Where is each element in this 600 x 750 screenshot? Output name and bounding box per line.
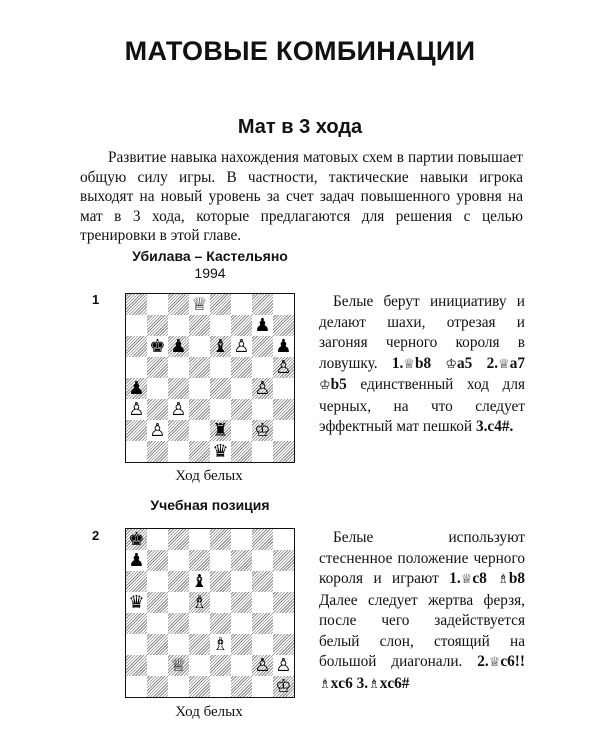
square-c7: [168, 550, 189, 571]
piece-glyph-icon: ♕: [488, 655, 501, 670]
square-d2: [189, 655, 210, 676]
move-notation: a5: [457, 354, 487, 372]
black-pawn-icon: ♟: [128, 378, 145, 399]
square-c4: [168, 613, 189, 634]
square-f5: [231, 357, 252, 378]
white-pawn-icon: ♙: [275, 655, 292, 676]
square-e8: [210, 529, 231, 550]
square-c4: [168, 378, 189, 399]
move-notation: xc6: [330, 674, 357, 692]
diagram-2-header: [70, 497, 350, 514]
white-pawn-icon: ♙: [254, 378, 271, 399]
square-g2: [252, 420, 273, 441]
square-c7: [168, 315, 189, 336]
square-b5: [147, 357, 168, 378]
square-d5: [189, 357, 210, 378]
square-f6: [231, 336, 252, 357]
white-bishop-icon: ♗: [212, 634, 229, 655]
square-e8: [210, 294, 231, 315]
white-pawn-icon: ♙: [128, 399, 145, 420]
square-h6: [273, 336, 294, 357]
square-b3: [147, 399, 168, 420]
black-king-icon: ♚: [128, 529, 145, 550]
square-g7: [252, 550, 273, 571]
square-f3: [231, 634, 252, 655]
square-a7: [126, 315, 147, 336]
piece-glyph-icon: ♔: [319, 378, 331, 393]
intro-paragraph: Развитие навыка нахождения матовых схем в партии повышает общую силу игры. В частности, тактические навыки игрока выходят на новый уровень за счет задач повышенного уровня на мат в 3 хода, которые предлагаются для решения с целью тренировки в этой главе.: [80, 149, 523, 245]
square-f8: [231, 529, 252, 550]
square-a6: [126, 336, 147, 357]
diagram-2-caption: Ход белых: [175, 704, 243, 720]
square-a7: [126, 550, 147, 571]
square-e4: [210, 613, 231, 634]
square-f7: [231, 550, 252, 571]
square-h2: [273, 655, 294, 676]
square-f8: [231, 294, 252, 315]
white-pawn-icon: ♙: [254, 655, 271, 676]
square-a5: [126, 592, 147, 613]
piece-glyph-icon: ♕: [403, 356, 415, 372]
square-e3: [210, 399, 231, 420]
square-a1: [126, 676, 147, 697]
square-c1: [168, 441, 189, 462]
square-f6: [231, 571, 252, 592]
square-e6: [210, 571, 231, 592]
square-d4: [189, 378, 210, 399]
diagram-1-comment: [319, 292, 525, 438]
square-c5: [168, 592, 189, 613]
black-pawn-icon: ♟: [170, 336, 187, 357]
square-d6: [189, 571, 210, 592]
black-rook-icon: ♜: [212, 420, 229, 441]
square-a6: [126, 571, 147, 592]
diagram-1-caption: Ход белых: [175, 468, 243, 484]
square-g7: [252, 315, 273, 336]
square-e7: [210, 315, 231, 336]
move-notation: b8: [414, 354, 446, 372]
square-b6: [147, 336, 168, 357]
square-g1: [252, 441, 273, 462]
square-a8: [126, 529, 147, 550]
diagram-2-number: 2: [92, 528, 100, 543]
square-e5: [210, 357, 231, 378]
white-pawn-icon: ♙: [149, 420, 166, 441]
square-c8: [168, 294, 189, 315]
diagram-1-year: 1994: [194, 265, 226, 281]
diagram-1-header: [70, 248, 350, 282]
square-b5: [147, 592, 168, 613]
square-h6: [273, 571, 294, 592]
square-c2: [168, 420, 189, 441]
move-notation: 3.: [356, 674, 369, 692]
white-queen-icon: ♕: [170, 655, 187, 676]
comment-text: Белые используют стесненное положение черного короля и играют: [319, 529, 525, 587]
square-g4: [252, 613, 273, 634]
white-pawn-icon: ♙: [170, 399, 187, 420]
square-a2: [126, 655, 147, 676]
square-d8: [189, 294, 210, 315]
square-d6: [189, 336, 210, 357]
square-c1: [168, 676, 189, 697]
move-notation: xc6#: [379, 674, 410, 692]
move-notation: 3.c4#.: [475, 418, 514, 435]
move-notation: a7: [509, 354, 525, 372]
chapter-title: МАТОВЫЕ КОМБИНАЦИИ: [124, 36, 476, 66]
white-bishop-icon: ♗: [191, 592, 208, 613]
square-b8: [147, 294, 168, 315]
square-e3: [210, 634, 231, 655]
square-c6: [168, 336, 189, 357]
square-f4: [231, 613, 252, 634]
square-d7: [189, 550, 210, 571]
square-b8: [147, 529, 168, 550]
square-g2: [252, 655, 273, 676]
square-c5: [168, 357, 189, 378]
piece-glyph-icon: ♗: [319, 676, 331, 692]
move-notation: 2.: [477, 653, 489, 670]
square-h3: [273, 634, 294, 655]
black-bishop-icon: ♝: [212, 336, 229, 357]
piece-glyph-icon: ♕: [460, 572, 473, 587]
square-f2: [231, 655, 252, 676]
square-g1: [252, 676, 273, 697]
square-b6: [147, 571, 168, 592]
piece-glyph-icon: ♕: [498, 356, 510, 372]
square-a3: [126, 399, 147, 420]
square-b7: [147, 550, 168, 571]
square-e1: [210, 676, 231, 697]
white-queen-icon: ♕: [191, 294, 208, 315]
square-g8: [252, 294, 273, 315]
diagram-1-number: 1: [92, 292, 100, 307]
square-e6: [210, 336, 231, 357]
square-e2: [210, 420, 231, 441]
square-c2: [168, 655, 189, 676]
diagram-2-comment: [319, 528, 525, 695]
move-notation: b8: [508, 570, 525, 587]
diagram-1-players: Убилава – Кастельяно: [132, 248, 288, 264]
black-bishop-icon: ♝: [191, 571, 208, 592]
square-g5: [252, 592, 273, 613]
comment-text: Белые берут инициативу и делают шахи, отрезая и загоняя черного короля в ловушку.: [319, 293, 525, 372]
square-e7: [210, 550, 231, 571]
white-pawn-icon: ♙: [275, 357, 292, 378]
move-notation: b5: [330, 376, 347, 393]
square-h3: [273, 399, 294, 420]
square-h8: [273, 529, 294, 550]
piece-glyph-icon: ♔: [445, 356, 458, 372]
square-a4: [126, 378, 147, 399]
square-h7: [273, 315, 294, 336]
square-c6: [168, 571, 189, 592]
square-d5: [189, 592, 210, 613]
square-g3: [252, 399, 273, 420]
square-c8: [168, 529, 189, 550]
square-d3: [189, 634, 210, 655]
square-h8: [273, 294, 294, 315]
section-title: Мат в 3 хода: [237, 116, 363, 138]
diagram-2-title: Учебная позиция: [150, 497, 270, 513]
move-notation: c6!!: [500, 653, 525, 670]
black-pawn-icon: ♟: [275, 336, 292, 357]
black-queen-icon: ♛: [128, 592, 145, 613]
square-a3: [126, 634, 147, 655]
square-b7: [147, 315, 168, 336]
white-pawn-icon: ♙: [233, 336, 250, 357]
square-h4: [273, 613, 294, 634]
square-f1: [231, 441, 252, 462]
square-h5: [273, 592, 294, 613]
square-g6: [252, 336, 273, 357]
white-king-icon: ♔: [254, 420, 271, 441]
piece-glyph-icon: ♗: [368, 676, 380, 692]
square-f4: [231, 378, 252, 399]
square-b2: [147, 420, 168, 441]
white-king-icon: ♔: [275, 676, 292, 697]
square-h1: [273, 676, 294, 697]
square-a4: [126, 613, 147, 634]
square-a5: [126, 357, 147, 378]
square-h4: [273, 378, 294, 399]
square-g8: [252, 529, 273, 550]
comment-text: единственный ход для черных, на что следует эффектный мат пешкой: [319, 376, 525, 435]
square-e2: [210, 655, 231, 676]
square-e4: [210, 378, 231, 399]
square-h2: [273, 420, 294, 441]
square-g4: [252, 378, 273, 399]
square-b4: [147, 613, 168, 634]
square-f1: [231, 676, 252, 697]
square-b3: [147, 634, 168, 655]
comment-text: Далее следует жертва ферзя, после чего задействуется белый слон, стоящий на большой диагонали.: [319, 591, 525, 670]
square-f5: [231, 592, 252, 613]
move-notation: 1.: [391, 354, 404, 372]
square-d1: [189, 676, 210, 697]
square-h5: [273, 357, 294, 378]
square-d4: [189, 613, 210, 634]
square-b1: [147, 676, 168, 697]
square-a1: [126, 441, 147, 462]
black-king-icon: ♚: [149, 336, 166, 357]
square-b4: [147, 378, 168, 399]
chessboard-2: [125, 528, 295, 698]
move-notation: c8: [472, 570, 498, 587]
square-h1: [273, 441, 294, 462]
black-queen-icon: ♛: [212, 441, 229, 462]
square-d7: [189, 315, 210, 336]
piece-glyph-icon: ♗: [497, 572, 509, 587]
square-h7: [273, 550, 294, 571]
square-e5: [210, 592, 231, 613]
square-g3: [252, 634, 273, 655]
square-g6: [252, 571, 273, 592]
square-b1: [147, 441, 168, 462]
square-a8: [126, 294, 147, 315]
square-f3: [231, 399, 252, 420]
square-f2: [231, 420, 252, 441]
square-f7: [231, 315, 252, 336]
square-g5: [252, 357, 273, 378]
square-d8: [189, 529, 210, 550]
square-c3: [168, 634, 189, 655]
square-e1: [210, 441, 231, 462]
square-b2: [147, 655, 168, 676]
black-pawn-icon: ♟: [254, 315, 271, 336]
black-pawn-icon: ♟: [128, 550, 145, 571]
square-c3: [168, 399, 189, 420]
square-d1: [189, 441, 210, 462]
square-d3: [189, 399, 210, 420]
square-d2: [189, 420, 210, 441]
square-a2: [126, 420, 147, 441]
chessboard-1: [125, 293, 295, 463]
move-notation: 1.: [449, 570, 461, 587]
move-notation: 2.: [486, 354, 499, 372]
